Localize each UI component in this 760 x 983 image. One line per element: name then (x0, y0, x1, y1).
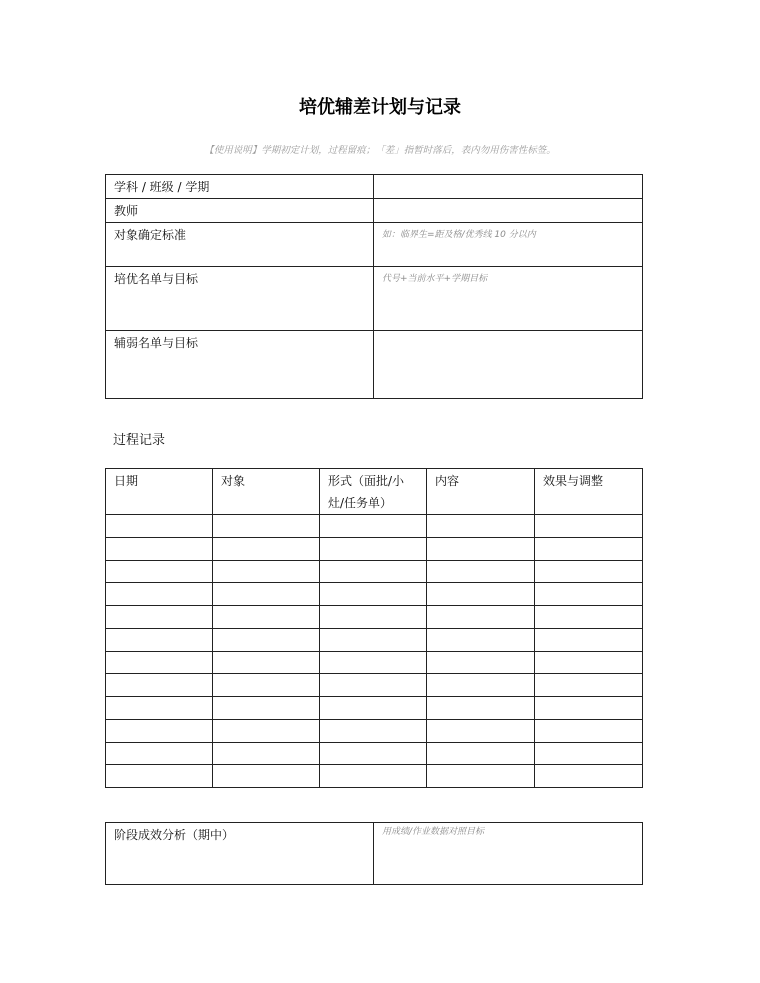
process-cell-date[interactable] (106, 765, 213, 788)
process-header-row (106, 469, 643, 515)
process-cell-target[interactable] (213, 606, 320, 629)
process-cell-date[interactable] (106, 537, 213, 560)
process-cell-effect[interactable] (535, 628, 643, 651)
process-cell-date[interactable] (106, 560, 213, 583)
plan-table (105, 174, 643, 399)
plan-row-teacher (106, 199, 643, 223)
process-cell-form[interactable] (320, 697, 427, 720)
plan-row-advanced-list (106, 267, 643, 331)
process-cell-effect[interactable] (535, 765, 643, 788)
analysis-row (106, 823, 643, 885)
plan-value-criteria[interactable]: 如：临界生=距及格/优秀线 10 分以内 (374, 223, 643, 267)
process-cell-form[interactable] (320, 765, 427, 788)
process-cell-date[interactable] (106, 583, 213, 606)
process-cell-effect[interactable] (535, 719, 643, 742)
plan-value-teacher[interactable] (374, 199, 643, 223)
process-cell-content[interactable] (427, 606, 535, 629)
plan-label-subject: 学科 / 班级 / 学期 (106, 175, 374, 199)
process-cell-target[interactable] (213, 651, 320, 674)
process-cell-target[interactable] (213, 674, 320, 697)
process-cell-date[interactable] (106, 697, 213, 720)
analysis-value[interactable]: 用成绩/作业数据对照目标 (374, 823, 643, 885)
process-cell-target[interactable] (213, 628, 320, 651)
analysis-label: 阶段成效分析（期中） (106, 823, 374, 885)
plan-row-subject (106, 175, 643, 199)
process-row (106, 697, 643, 720)
process-cell-form[interactable] (320, 537, 427, 560)
process-cell-content[interactable] (427, 765, 535, 788)
process-row (106, 583, 643, 606)
process-cell-date[interactable] (106, 674, 213, 697)
process-row (106, 742, 643, 765)
process-cell-target[interactable] (213, 583, 320, 606)
analysis-table (105, 822, 643, 885)
process-cell-target[interactable] (213, 697, 320, 720)
process-cell-date[interactable] (106, 742, 213, 765)
process-cell-date[interactable] (106, 606, 213, 629)
process-header-effect: 效果与调整 (535, 469, 643, 515)
plan-label-teacher: 教师 (106, 199, 374, 223)
process-cell-target[interactable] (213, 537, 320, 560)
process-cell-target[interactable] (213, 560, 320, 583)
process-header-date: 日期 (106, 469, 213, 515)
plan-label-criteria: 对象确定标准 (106, 223, 374, 267)
process-cell-target[interactable] (213, 719, 320, 742)
process-cell-content[interactable] (427, 515, 535, 538)
process-cell-content[interactable] (427, 674, 535, 697)
process-cell-content[interactable] (427, 651, 535, 674)
process-cell-content[interactable] (427, 697, 535, 720)
process-cell-effect[interactable] (535, 515, 643, 538)
process-cell-content[interactable] (427, 742, 535, 765)
process-cell-effect[interactable] (535, 697, 643, 720)
process-table (105, 468, 643, 788)
process-row (106, 651, 643, 674)
process-cell-form[interactable] (320, 606, 427, 629)
process-cell-date[interactable] (106, 515, 213, 538)
process-cell-form[interactable] (320, 628, 427, 651)
process-cell-effect[interactable] (535, 583, 643, 606)
process-header-target: 对象 (213, 469, 320, 515)
process-cell-target[interactable] (213, 742, 320, 765)
process-header-form: 形式（面批/小 灶/任务单） (320, 469, 427, 515)
process-header-content: 内容 (427, 469, 535, 515)
process-row (106, 560, 643, 583)
process-cell-content[interactable] (427, 719, 535, 742)
process-cell-form[interactable] (320, 719, 427, 742)
plan-row-support-list (106, 331, 643, 399)
process-cell-effect[interactable] (535, 537, 643, 560)
process-cell-form[interactable] (320, 515, 427, 538)
process-cell-form[interactable] (320, 560, 427, 583)
process-heading: 过程记录 (113, 433, 166, 448)
process-row (106, 515, 643, 538)
process-row (106, 628, 643, 651)
page-title: 培优辅差计划与记录 (299, 97, 461, 118)
process-cell-date[interactable] (106, 628, 213, 651)
process-cell-form[interactable] (320, 583, 427, 606)
plan-value-subject[interactable] (374, 175, 643, 199)
process-cell-content[interactable] (427, 583, 535, 606)
process-cell-effect[interactable] (535, 606, 643, 629)
process-row (106, 719, 643, 742)
plan-value-support-list[interactable] (374, 331, 643, 399)
process-cell-effect[interactable] (535, 674, 643, 697)
process-cell-content[interactable] (427, 537, 535, 560)
process-row (106, 674, 643, 697)
process-cell-form[interactable] (320, 674, 427, 697)
process-cell-content[interactable] (427, 628, 535, 651)
process-cell-form[interactable] (320, 651, 427, 674)
process-row (106, 606, 643, 629)
process-cell-effect[interactable] (535, 560, 643, 583)
process-row (106, 765, 643, 788)
plan-label-support-list: 辅弱名单与目标 (106, 331, 374, 399)
plan-row-criteria (106, 223, 643, 267)
usage-instructions: 【使用说明】学期初定计划，过程留痕；「差」指暂时落后，表内勿用伤害性标签。 (204, 145, 556, 156)
process-row (106, 537, 643, 560)
process-cell-date[interactable] (106, 719, 213, 742)
plan-label-advanced-list: 培优名单与目标 (106, 267, 374, 331)
process-cell-content[interactable] (427, 560, 535, 583)
process-cell-target[interactable] (213, 515, 320, 538)
process-cell-target[interactable] (213, 765, 320, 788)
process-cell-date[interactable] (106, 651, 213, 674)
plan-value-advanced-list[interactable]: 代号+当前水平+学期目标 (374, 267, 643, 331)
process-cell-effect[interactable] (535, 651, 643, 674)
process-cell-form[interactable] (320, 742, 427, 765)
process-cell-effect[interactable] (535, 742, 643, 765)
